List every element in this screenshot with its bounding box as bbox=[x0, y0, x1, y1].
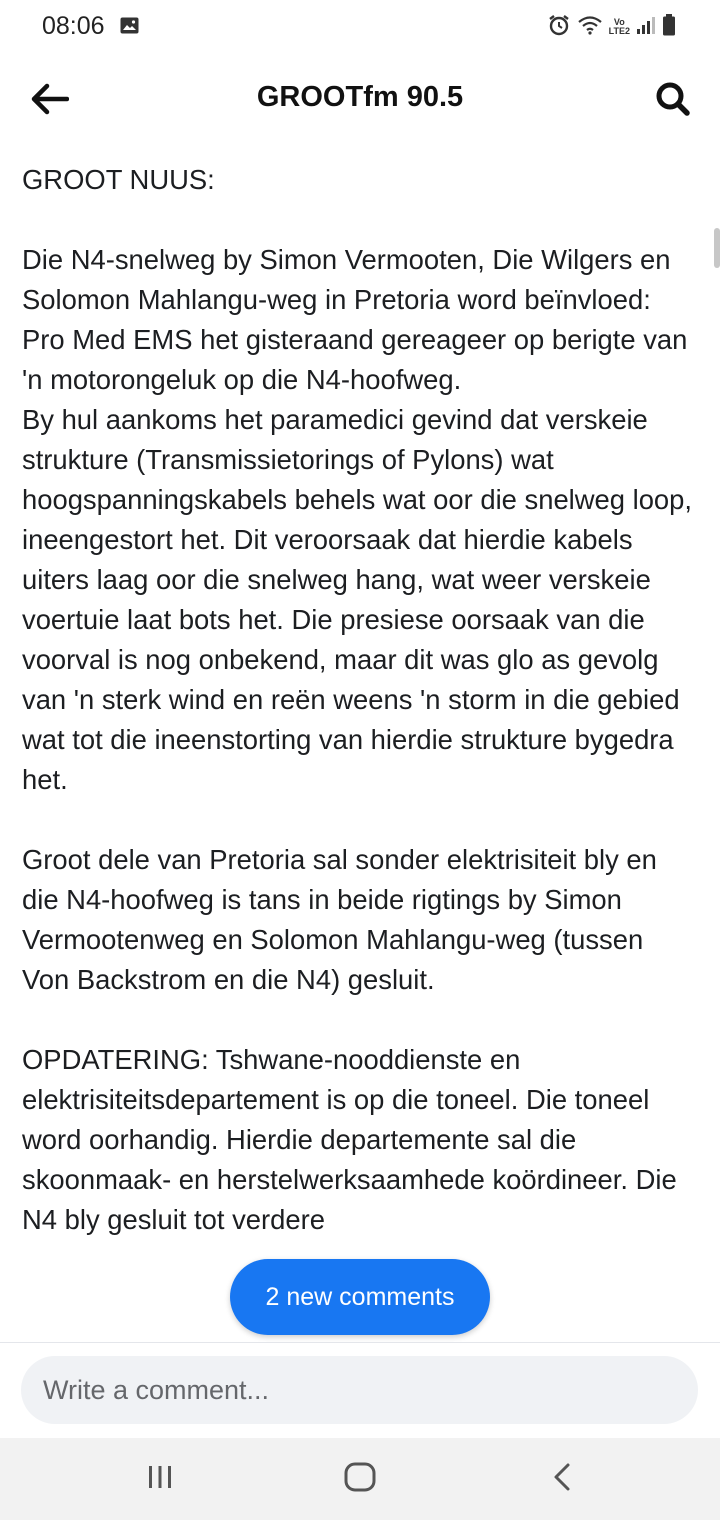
alarm-icon bbox=[547, 13, 571, 42]
volte-lte2-icon bbox=[609, 18, 630, 36]
post-text: GROOT NUUS: Die N4-snelweg by Simon Vermooten, Die Wilgers en Solomon Mahlangu-weg in Pretoria word beïnvloed: Pro Med EMS het gisteraand gereageer op berigte van 'n motorongeluk op die N4-hoofweg. By hul aankoms het paramedici gevind dat verskeie strukture (Transmissietorings of Pylons) wat hoogspanningskabels behels wat oor die snelweg loop, ineengestort het. Dit veroorsaak dat hierdie kabels uiters laag oor die snelweg hang, wat weer verskeie voertuie laat bots het. Die presiese oorsaak van die voorval is nog onbekend, maar dit was glo as gevolg van 'n sterk wind en reën weens 'n storm in die gebied wat tot die ineenstorting van hierdie strukture bygedra het. Groot dele van Pretoria sal sonder elektrisiteit bly en die N4-hoofweg is tans in beide rigtings by Simon Vermootenweg en Solomon Mahlangu-weg (tussen Von Backstrom en die N4) gesluit. OPDATERING: Tshwane-nooddienste en elektrisiteitsdepartement is op die toneel. Die toneel word oorhandig. Hierdie departemente sal die skoonmaak- en herstelwerksaamhede koördineer. Die N4 bly gesluit tot verdere bbox=[22, 164, 693, 1235]
system-nav-bar bbox=[0, 1438, 720, 1520]
search-button[interactable] bbox=[648, 76, 698, 126]
home-icon bbox=[344, 1462, 376, 1497]
recent-apps-icon bbox=[146, 1464, 174, 1495]
volte-label-bottom: LTE2 bbox=[608, 26, 630, 36]
new-comments-button[interactable]: 2 new comments bbox=[230, 1259, 490, 1335]
page-title: GROOTfm 90.5 bbox=[256, 81, 464, 113]
recent-apps-button[interactable] bbox=[130, 1456, 190, 1502]
back-chevron-icon bbox=[551, 1462, 573, 1497]
post-content[interactable] bbox=[0, 144, 720, 1342]
volte-label-top: Vo bbox=[613, 17, 625, 27]
comment-input[interactable] bbox=[21, 1356, 698, 1424]
comment-composer bbox=[0, 1342, 720, 1439]
image-notification-icon bbox=[120, 17, 139, 34]
status-icons bbox=[547, 14, 676, 40]
nav-back-button[interactable] bbox=[532, 1456, 592, 1502]
scrollbar-thumb[interactable] bbox=[714, 228, 720, 268]
signal-icon bbox=[636, 15, 656, 40]
app-bar bbox=[0, 56, 720, 144]
battery-icon bbox=[662, 14, 676, 41]
search-icon bbox=[655, 81, 691, 122]
wifi-calling-icon bbox=[577, 14, 603, 41]
status-bar bbox=[0, 0, 720, 56]
home-button[interactable] bbox=[330, 1456, 390, 1502]
status-time: 08:06 bbox=[42, 12, 105, 40]
